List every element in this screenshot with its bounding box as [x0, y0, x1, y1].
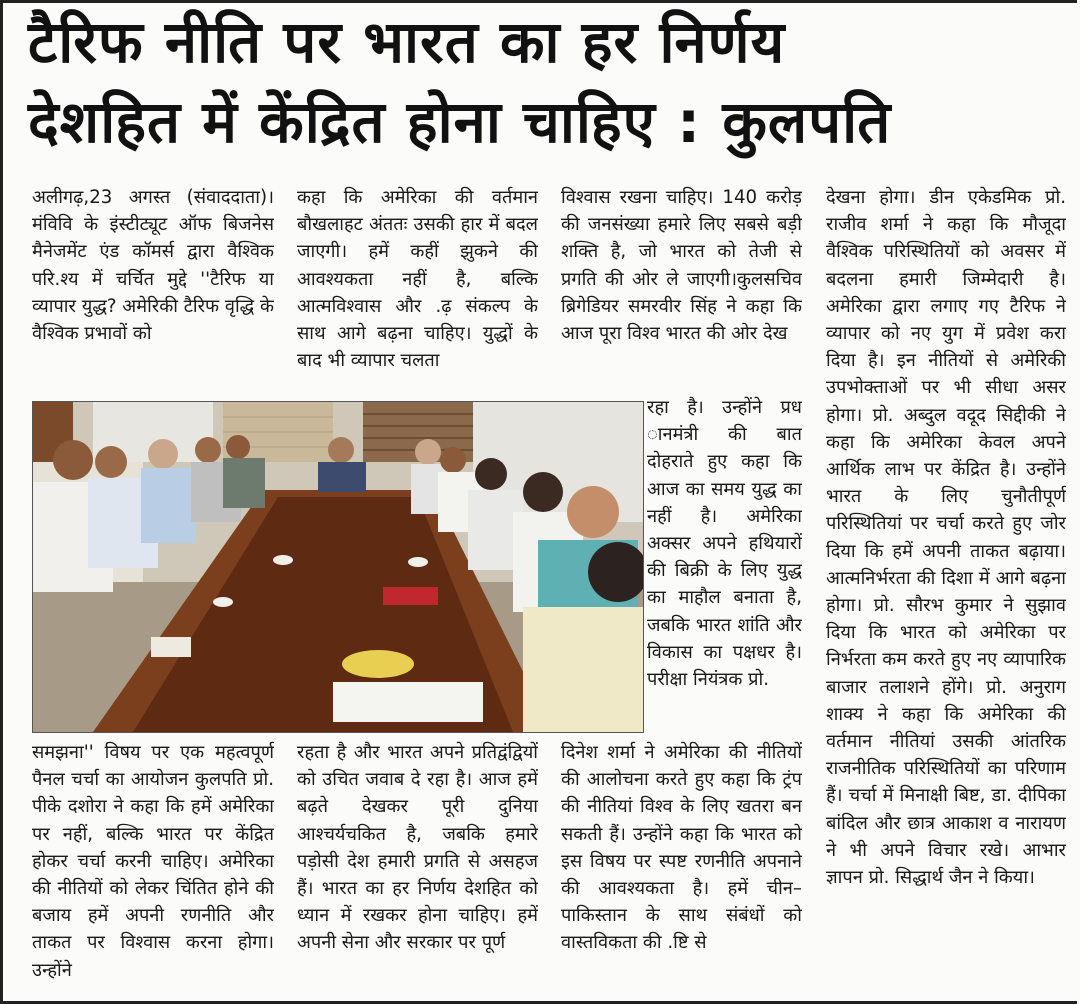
headline-line-2: देशहित में केंद्रित होना चाहिए : कुलपति	[28, 88, 892, 156]
meeting-illustration	[33, 402, 643, 732]
article-text: रहता है और भारत अपने प्रतिद्वंद्वियों को उचित जवाब दे रहा है। आज हमें बढ़ते देखकर पूरी दुनिया आश्चर्यचकित है, जबकि हमारे पड़ोसी देश हमारी प्रगति से असहज हैं। भारत का हर निर्णय देशहित को ध्यान में रखकर होना चाहिए। हमें अपनी सेना और सरकार पर पूर्ण	[297, 742, 538, 954]
article-text: रहा है। उन्होंने प्रध ानमंत्री की बात दोहराते हुए कहा कि आज का समय युद्ध का नहीं है। अमेरिका अक्सर अपने हथियारों की बिक्री के लिए युद्ध का माहौल बनाता है, जबकि भारत शांति और विकास का पक्षधर है। परीक्षा नियंत्रक प्रो.	[647, 397, 802, 691]
article-column-3-wrap	[647, 394, 802, 739]
article-text: देखना होगा। डीन एकेडमिक प्रो. राजीव शर्मा ने कहा कि मौजूदा वैश्विक परिस्थितियों को अवसर में बदलना हमारी जिम्मेदारी है। अमेरिका द्वारा लगाए गए टैरिफ ने व्यापार को नए युग में प्रवेश करा दिया है। इन नीतियों से अमेरिकी उपभोक्ताओं पर भी सीधा असर होगा। प्रो. अब्दुल वदूद सिद्दीकी ने कहा कि अमेरिका केवल अपने आर्थिक लाभ पर केंद्रित है। उन्होंने भारत के लिए चुनौतीपूर्ण परिस्थितियां पर चर्चा करते हुए जोर दिया कि हमें अपनी ताकत बढ़ाया। आत्मनिर्भरता की दिशा में आगे बढ़ना होगा। प्रो. सौरभ कुमार ने सुझाव दिया कि भारत को अमेरिका पर निर्भरता कम करते हुए नए व्यापारिक बाजार तलाशने होंगे। प्रो. अनुराग शाक्य ने कहा कि अमेरिका की वर्तमान नीतियां उसकी आंतरिक राजनीतिक परिस्थितियों का परिणाम हैं। चर्चा में मिनाक्षी बिष्ट, डा. दीपिका बांदिल और छात्र आकाश व नारायण ने भी अपने विचार रखे। आभार ज्ञापन प्रो. सिद्धार्थ जैन ने किया।	[826, 187, 1066, 889]
article-text: दिनेश शर्मा ने अमेरिका की नीतियों की आलोचना करते हुए कहा कि ट्रंप की नीतियां विश्व के लिए खतरा बन सकती हैं। उन्होंने कहा कि भारत को इस विषय पर स्पष्ट रणनीति अपनाने की आवश्यकता है। हमें चीन–पाकिस्तान के साथ संबंधों को वास्तविकता की .ष्टि से	[561, 742, 802, 954]
article-text: समझना'' विषय पर एक महत्वपूर्ण पैनल चर्चा का आयोजन कुलपति प्रो. पीके दशोरा ने कहा कि हमें अमेरिका पर नहीं, बल्कि भारत पर केंद्रित होकर चर्चा करनी चाहिए। अमेरिका की नीतियों को लेकर चिंतित होने की बजाय हमें अपनी रणनीति और ताकत पर विश्वास करना होगा। उन्होंने	[32, 742, 274, 981]
article-column-2-bottom	[297, 739, 538, 999]
article-column-1-bottom	[32, 739, 274, 999]
article-text: कहा कि अमेरिका की वर्तमान बौखलाहट अंततः उसकी हार में बदल जाएगी। हमें कहीं झुकने की आवश्यकता नहीं है, बल्कि आत्मविश्वास और .ढ़ संकल्प के साथ आगे बढ़ना चाहिए। युद्धों के बाद भी व्यापार चलता	[297, 187, 538, 372]
meeting-photo	[32, 401, 644, 733]
article-column-4	[826, 184, 1066, 999]
article-text: विश्वास रखना चाहिए। 140 करोड़ की जनसंख्या हमारे लिए सबसे बड़ी शक्ति है, जो भारत को तेजी से प्रगति की ओर ले जाएगी।कुलसचिव ब्रिगेडियर समरवीर सिंह ने कहा कि आज पूरा विश्व भारत की ओर देख	[561, 187, 802, 345]
article-column-1-top	[32, 184, 274, 402]
headline-line-1: टैरिफ नीति पर भारत का हर निर्णय	[28, 8, 786, 76]
article-column-3-bottom	[561, 739, 802, 999]
article-column-2-top	[297, 184, 538, 402]
article-text: अलीगढ़,23 अगस्त (संवाददाता)। मंविवि के इंस्टीट्यूट ऑफ बिजनेस मैनेजमेंट एंड कॉमर्स द्वारा वैश्विक परि.श्य में चर्चित मुद्दे ''टैरिफ या व्यापार युद्ध? अमेरिकी टैरिफ वृद्धि के वैश्विक प्रभावों को	[32, 187, 274, 345]
article-column-3-top	[561, 184, 802, 402]
